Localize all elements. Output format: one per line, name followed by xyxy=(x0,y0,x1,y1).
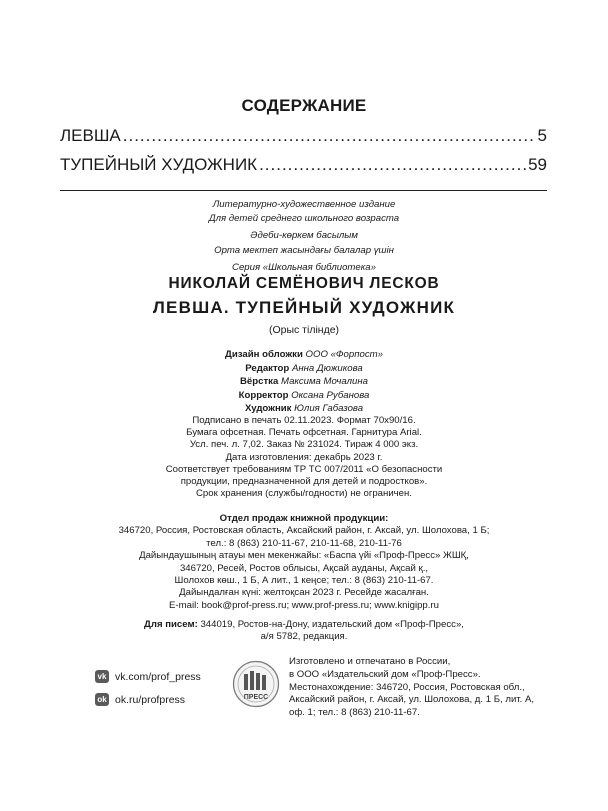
sales-line: Дайындаушының атауы мен мекенжайы: «Баспа үйі «Проф-Пресс» ЖШҚ, xyxy=(139,550,469,562)
toc-entry-title: ТУПЕЙНЫЙ ХУДОЖНИК xyxy=(60,155,258,174)
credit-row xyxy=(0,348,608,362)
manufacturer-info xyxy=(289,656,534,720)
toc-entry[interactable] xyxy=(60,126,547,146)
credit-name: Оксана Рубанова xyxy=(291,389,370,401)
credit-name: ООО «Форпост» xyxy=(305,349,383,360)
ok-icon: ok xyxy=(95,693,109,706)
credits xyxy=(0,348,608,416)
divider xyxy=(60,190,547,191)
edition-line: Әдеби-көркем басылым xyxy=(250,230,358,242)
manufacturer-line: Местонахождение: 346720, Россия, Ростовская обл., xyxy=(289,681,525,693)
imprint-line: Подписано в печать 02.11.2023. Формат 70х90/16. xyxy=(192,415,416,426)
mail-line xyxy=(0,619,608,631)
sales-line: тел.: 8 (863) 210-11-67, 210-11-68, 210-11-76 xyxy=(206,537,402,549)
manufacturer-line: оф. 1; тел.: 8 (863) 210-11-67. xyxy=(289,707,420,719)
edition-notes xyxy=(0,198,608,275)
toc-leader-dots xyxy=(259,155,526,175)
social-link-vk[interactable] xyxy=(95,670,201,683)
social-link-text: vk.com/prof_press xyxy=(115,670,201,683)
imprint-line: Усл. печ. л. 7,02. Заказ № 231024. Тираж 4 000 экз. xyxy=(189,439,419,451)
edition-line: Орта мектеп жасындағы балалар үшін xyxy=(214,244,394,256)
imprint xyxy=(0,415,608,500)
toc-entry-page: 5 xyxy=(537,126,547,145)
credit-row xyxy=(0,389,608,403)
mail-line: а/я 5782, редакция. xyxy=(260,631,348,643)
publisher-logo xyxy=(232,660,280,708)
credit-name: Юлия Габазова xyxy=(294,403,364,414)
sales-info xyxy=(0,513,608,612)
imprint-line: Бумага офсетная. Печать офсетная. Гарнитура Arial. xyxy=(186,427,422,439)
imprint-line: Срок хранения (службы/годности) не ограничен. xyxy=(196,488,412,500)
vk-icon: vk xyxy=(95,670,109,683)
imprint-line: Соответствует требованиям ТР ТС 007/2011 «О безопасности xyxy=(165,463,443,475)
credit-row xyxy=(0,362,608,376)
toc-title: СОДЕРЖАНИЕ xyxy=(241,96,367,115)
social-link-text: ok.ru/profpress xyxy=(115,693,186,706)
credit-role: Редактор xyxy=(245,362,290,374)
manufacturer-line: Аксайский район, г. Аксай, ул. Шолохова, д. 1 Б, лит. А, xyxy=(289,694,535,706)
credit-role: Корректор xyxy=(238,389,289,401)
sales-line: Дайындалған күні: желтоқсан 2023 г. Ресейде жасалған. xyxy=(179,587,429,599)
contact-links[interactable]: E-mail: book@prof-press.ru; www.prof-press.ru; www.knigipp.ru xyxy=(169,599,439,611)
sales-line: 346720, Ресей, Ростов облысы, Ақсай ауданы, Ақсай қ., xyxy=(179,562,429,574)
toc-entry-title: ЛЕВША xyxy=(60,126,121,145)
sales-line: Шолохов көш., 1 Б, А лит., 1 кеңсе; тел.: 8 (863) 210-11-67. xyxy=(174,575,434,587)
credit-role: Вёрстка xyxy=(240,376,279,387)
manufacturer-line: Изготовлено и отпечатано в России, xyxy=(289,656,451,667)
logo-text: ПРЕСС xyxy=(243,694,269,701)
credit-row xyxy=(0,375,608,389)
credit-role: Художник xyxy=(244,403,292,414)
toc-leader-dots xyxy=(123,126,536,146)
author-name: НИКОЛАЙ СЕМЁНОВИЧ ЛЕСКОВ xyxy=(168,275,440,292)
credit-role: Дизайн обложки xyxy=(225,349,303,360)
credit-name: Максима Мочалина xyxy=(280,376,368,387)
mail-address xyxy=(0,619,608,644)
toc-entry-page: 59 xyxy=(528,155,547,174)
toc-entry[interactable] xyxy=(60,155,547,175)
sales-heading: Отдел продаж книжной продукции: xyxy=(219,513,389,524)
book-title: ЛЕВША. ТУПЕЙНЫЙ ХУДОЖНИК xyxy=(152,298,456,317)
series-line: Серия «Школьная библиотека» xyxy=(232,261,376,273)
imprint-line: продукции, предназначенной для детей и подростков». xyxy=(180,476,428,488)
mail-text: 344019, Ростов-на-Дону, издательский дом «Проф-Пресс», xyxy=(197,619,464,630)
sales-line: 346720, Россия, Ростовская область, Аксайский район, г. Аксай, ул. Шолохова, 1 Б; xyxy=(118,525,490,537)
credit-row xyxy=(0,402,608,416)
credit-name: Анна Дюжикова xyxy=(291,362,363,374)
mail-label: Для писем: xyxy=(144,619,198,630)
language-note: (Орыс тілінде) xyxy=(268,324,340,336)
edition-line: Для детей среднего школьного возраста xyxy=(208,213,400,225)
imprint-line: Дата изготовления: декабрь 2023 г. xyxy=(225,451,383,463)
manufacturer-line: в ООО «Издательский дом «Проф-Пресс». xyxy=(289,668,481,680)
social-link-ok[interactable] xyxy=(95,693,185,706)
edition-line: Литературно-художественное издание xyxy=(212,199,396,210)
